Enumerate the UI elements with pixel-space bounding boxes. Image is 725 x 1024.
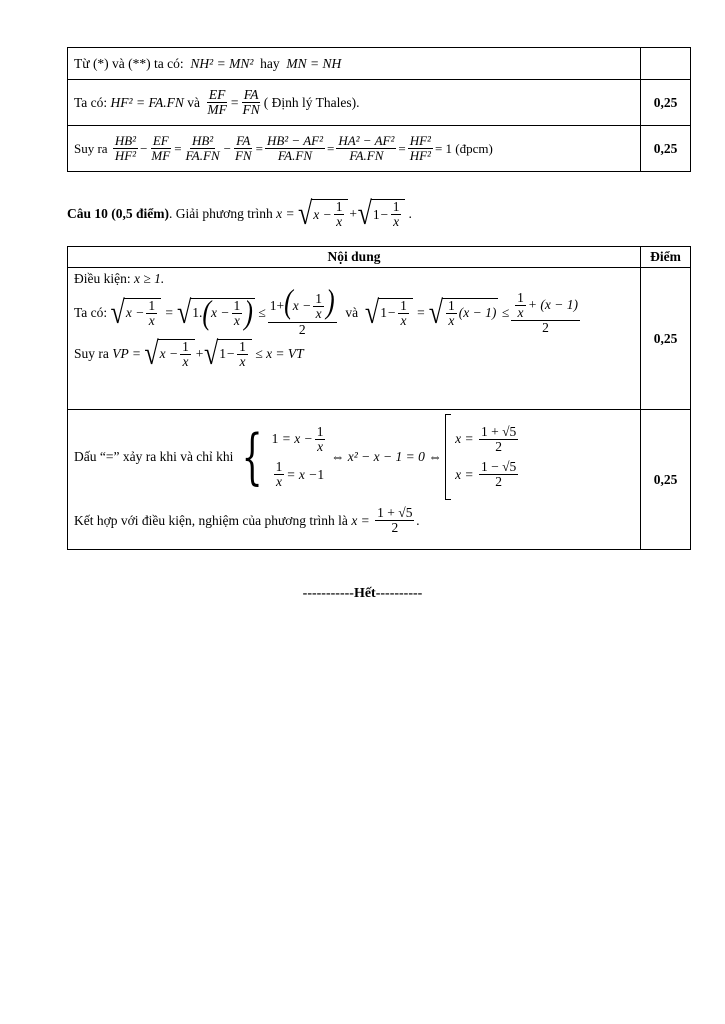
step2-content: Dấu “=” xảy ra khi và chỉ khi { 1 = x − $\frac{1}{x}$ $\frac{1}{x}$ = x − 1 ⇔ x² − x − 1 = 0 ⇔ x = $\frac{1 + √5}{2}$ x = $\frac{1 - √5}{2}$ Kết hợp với điều kiện, nghiệm của phương trình là x = $\frac{1 + √5}{2}$ . <box>68 410 641 550</box>
question-text: . Giải phương trình <box>169 206 273 222</box>
solution-table-q9 <box>67 47 691 172</box>
row3-content: Suy ra $\frac{\text{HB²}}{\text{HF²}}$ − $\frac{EF}{MF}$ = $\frac{\text{HB²}}{FA.FN}$ − $\frac{FA}{FN}$ = $\frac{\text{HB² − AF²}}{FA.FN}$ = $\frac{\text{HA² − AF²}}{FA.FN}$ = $\frac{\text{HF²}}{\text{HF²}}$ = 1 (đpcm) <box>68 126 641 172</box>
question-label: Câu 10 (0,5 điểm) <box>67 206 169 222</box>
header-content: Nội dung <box>68 247 641 268</box>
end-marker: -----------Hết---------- <box>302 586 423 601</box>
step1-points: 0,25 <box>641 268 691 410</box>
question-10 <box>67 195 413 232</box>
step2-points: 0,25 <box>641 410 691 550</box>
solution-table-q10 <box>67 246 691 550</box>
row2-points: 0,25 <box>641 80 691 126</box>
row3-points: 0,25 <box>641 126 691 172</box>
row1-points <box>641 48 691 80</box>
row2-content: Ta có: HF² = FA.FN và $\frac{EF}{MF}$ = $\frac{FA}{FN}$ ( Định lý Thales). <box>68 80 641 126</box>
header-points: Điểm <box>641 247 691 268</box>
question-equation: x = √ x − $\frac{1}{x}$ + √ 1 − $\frac{1}{x}$ . <box>276 195 413 232</box>
row1-content: Từ (*) và (**) ta có: NH² = MN² hay MN = NH <box>68 48 641 80</box>
step1-content: Điều kiện: x ≥ 1. Ta có: √ x − $\frac{1}{x}$ = √ 1. ( x − $\frac{1}{x}$ ) ≤ 1+(x − $\frac{1}{x}$ ) 2 và √ 1 − $\frac{1}{x}$ = √ $\frac{1}{x}$ (x − 1) ≤ $\frac{1}{x}$ + (x − 1) 2 Suy ra VP = √ x − $\frac{1}{x}$ + √ 1 − $\frac{1}{x}$ ≤ x = VT <box>68 268 641 410</box>
